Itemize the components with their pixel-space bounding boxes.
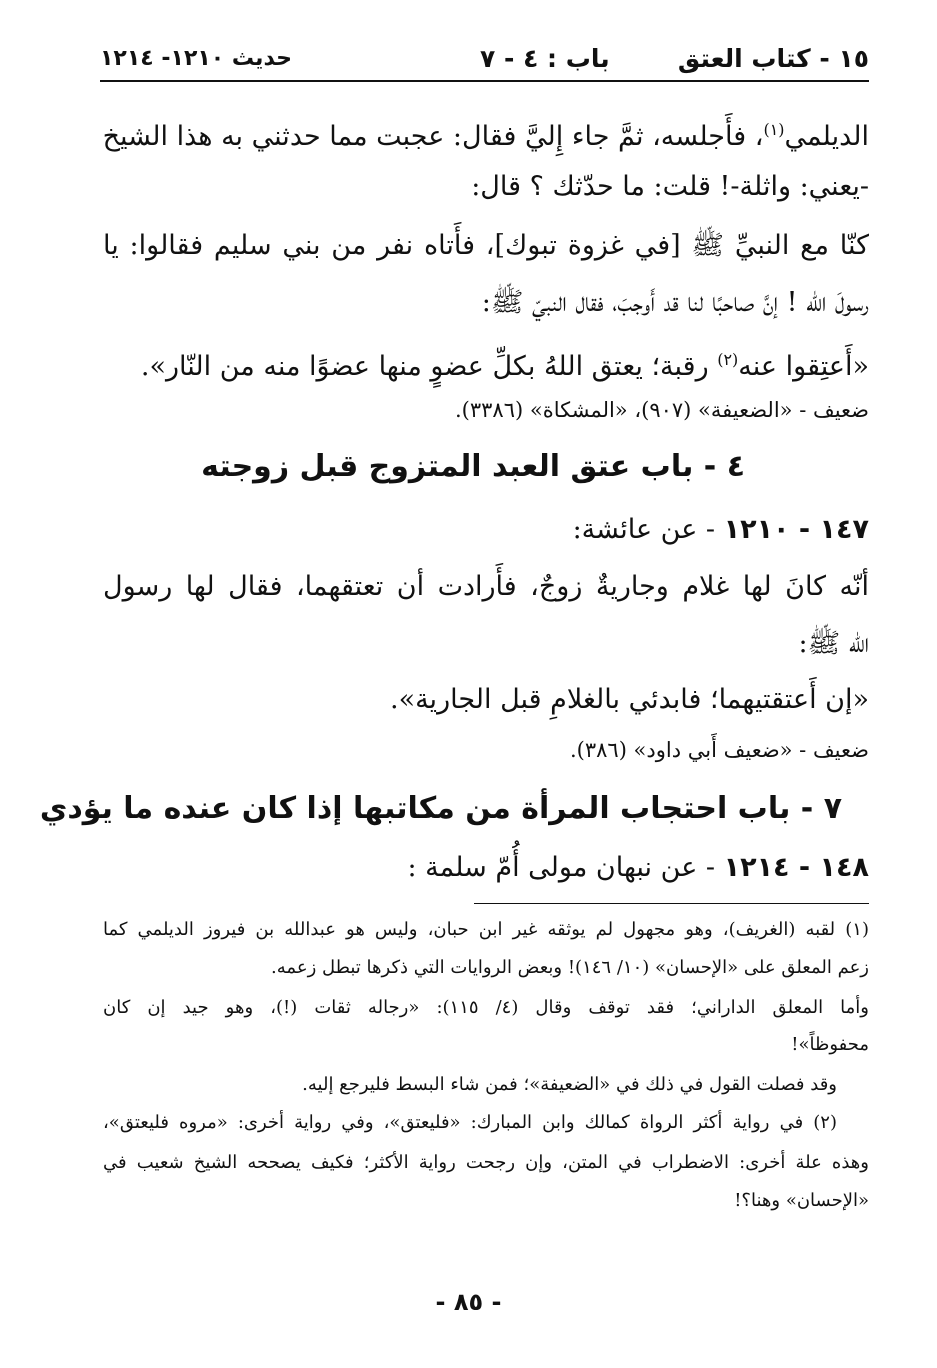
footnote-2-line-2: وهذه علة أخرى: الاضطراب في المتن، وإن رجحت رواية الأكثر؛ فكيف يصححه الشيخ شعيب في: [103, 1152, 869, 1173]
grading-1: ضعيف - «الضعيفة» (٩٠٧)، «المشكاة» (٣٣٨٦).: [454, 398, 869, 422]
footnote-ref-1: (١): [763, 120, 785, 139]
footnote-2-line-1: (٢) في رواية أكثر الرواة كمالك وابن المبارك: «فليعتق»، وفي رواية أخرى: «مروه فليعتق»،: [103, 1112, 837, 1133]
hadith-148-narrator: - عن نبهان مولى أُمّ سلمة :: [407, 852, 724, 883]
body-line-6: أنّه كانَ لها غلام وجاريةٌ زوجٌ، فأَرادت أن تعتقهما، فقال لها رسول: [103, 571, 869, 602]
hadith-148-intro: [407, 848, 869, 888]
body-line-5: [141, 340, 869, 387]
body-line-5-start: «أَعتِقوا عنه: [738, 351, 869, 382]
footnote-2-line-3: «الإحسان» وهنا؟!: [734, 1190, 869, 1211]
page-number: - ٨٥ -: [435, 1288, 502, 1316]
hadith-147-number: ١٤٧ - ١٢١٠: [723, 514, 869, 545]
body-line-4: رسولَ الله ! إنَّ صاحبًا لنا قد أَوجبَ، فقال النبيّ ﷺ:: [481, 287, 869, 318]
hadith-147-intro: [573, 510, 869, 550]
body-line-8: «إن أَعتقتيهما؛ فابدئي بالغلامِ قبل الجارية».: [389, 684, 869, 715]
chapter-heading-7: ٧ - باب احتجاب المرأة من مكاتبها إذا كان عنده ما يؤدي: [39, 791, 842, 826]
header-book-title: ١٥ - كتاب العتق: [677, 44, 869, 73]
body-line-1-start: الديلمي: [784, 121, 869, 152]
footnote-1-line-4: محفوظاً»!: [791, 1034, 869, 1055]
body-line-2: -يعني: واثلة-! قلت: ما حدّثك ؟ قال:: [471, 171, 869, 202]
hadith-147-narrator: - عن عائشة:: [572, 514, 724, 545]
footnote-divider: [474, 903, 869, 904]
running-header: [100, 38, 869, 82]
body-line-3: كنّا مع النبيِّ ﷺ [في غزوة تبوك]، فأَتاه نفر من بني سليم فقالوا: يا: [103, 230, 869, 261]
body-line-1-end: ، فأَجلسه، ثمَّ جاء إِليَّ فقال: عجبت مما حدثني به هذا الشيخ: [102, 121, 764, 152]
footnote-1-line-5: وقد فصلت القول في ذلك في «الضعيفة»؛ فمن شاء البسط فليرجع إليه.: [302, 1074, 837, 1095]
body-line-7: الله ﷺ:: [798, 628, 869, 659]
chapter-heading-4: ٤ - باب عتق العبد المتزوج قبل زوجته: [201, 449, 745, 484]
header-chapter-range: باب : ٤ - ٧: [480, 44, 610, 73]
hadith-148-number: ١٤٨ - ١٢١٤: [723, 852, 869, 883]
footnote-1-line-3: وأما المعلق الداراني؛ فقد توقف وقال (٤/ ١١٥): «رجاله ثقات (!)، وهو جيد إن كان: [103, 997, 869, 1018]
grading-2: ضعيف - «ضعيف أَبي داود» (٣٨٦).: [569, 738, 869, 762]
header-hadith-range: حديث ١٢١٠- ١٢١٤: [100, 46, 293, 71]
footnote-1-line-1: (١) لقبه (الغريف)، وهو مجهول لم يوثقه غير ابن حبان، وليس هو عبدالله بن فيروز الديلمي كما: [103, 919, 869, 940]
footnote-1-line-2: زعم المعلق على «الإحسان» (١٠/ ١٤٦)! وبعض الروايات التي ذكرها تبطل زعمه.: [271, 957, 869, 978]
footnote-ref-2: (٢): [717, 350, 739, 369]
body-line-1: [103, 110, 869, 157]
body-line-5-end: رقبة؛ يعتق اللهُ بكلِّ عضوٍ منها عضوًا منه من النّار».: [140, 351, 718, 382]
